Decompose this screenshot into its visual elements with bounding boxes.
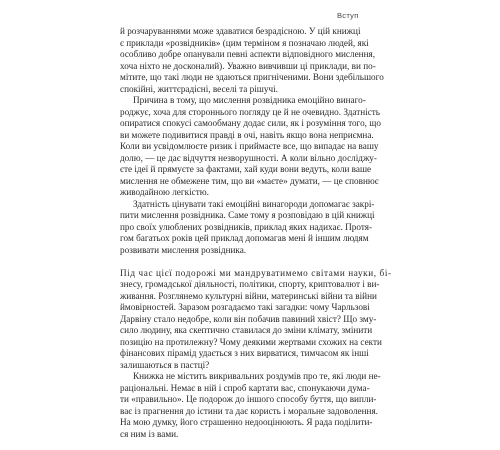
- text-line: позицію на протилежну? Чому деякими жертвами схожих на секти: [120, 336, 382, 347]
- text-line: Здатність цінувати такі емоційні винагороди допомагає закрі-: [133, 198, 375, 209]
- paragraph-2: [120, 95, 400, 199]
- text-line: долю, — це дає відчуття незворушності. А коли вільно досліджу-: [120, 152, 377, 163]
- text-line: ся ним із вами.: [120, 428, 179, 439]
- text-line: мітите, що такі люди не здаються пригніченими. Вони здебільшого: [120, 72, 384, 82]
- text-line: спокійні, життєрадісні, веселі та рішучі.: [120, 83, 278, 94]
- text-line: єте ідеї й прямуєте за фактами, хай куди вони ведуть, коли ваше: [120, 164, 372, 174]
- text-line: Причина в тому, що мислення розвідника емоційно винаго-: [133, 95, 366, 105]
- text-line: залишаються в пастці?: [120, 359, 210, 370]
- text-line: мислення не обмежене тим, що ви «маєте» думати, — це сповнює: [120, 175, 379, 186]
- text-line: фінансових пірамід удається з них вирватися, тимчасом як інші: [120, 348, 369, 358]
- paragraph-1: [120, 26, 400, 95]
- text-line: Дарвіну стало недобре, коли він побачив павиний хвіст? Що зму-: [120, 313, 377, 324]
- running-header: Вступ: [337, 11, 359, 20]
- text-line: гом багатьох років цей приклад допомагав мені й іншим людям: [120, 233, 369, 243]
- text-line: ває із прагнення до істини та дає користь і моральне задоволення.: [120, 405, 378, 416]
- text-line: пити мислення розвідника. Саме тому я розповідаю в цій книжці: [120, 210, 375, 220]
- text-line: розвивати мислення розвідника.: [120, 244, 247, 255]
- paragraph-5: [120, 371, 400, 440]
- text-line: особливо добре опанували певні аспекти відповідного мислення,: [120, 49, 376, 59]
- text-line: про своїх улюблених розвідників, приклад яких надихає. Протя-: [120, 221, 372, 232]
- text-line: Коли ви усвідомлюєте ризик і приймаєте все, що випадає на вашу: [120, 141, 379, 151]
- text-line: Під час цієї подорожі ми мандруватимемо світами науки, бі-: [120, 267, 392, 278]
- paragraph-4: [120, 268, 400, 372]
- paragraph-3: [120, 199, 400, 257]
- text-line: хоча ніхто не досконалий). Уважно вивчивши ці приклади, ви по-: [120, 60, 376, 71]
- text-line: роджує, хоча для стороннього погляду це й не очевидно. Здатність: [120, 106, 380, 117]
- body-text: [120, 26, 400, 440]
- text-line: сило людину, яка скептично ставилася до зміни клімату, змінити: [120, 325, 373, 335]
- text-line: Книжка не містить викривальних роздумів про те, які люди не-: [133, 371, 381, 381]
- text-line: ви можете подивитися правді в очі, навіть якщо вона неприємна.: [120, 129, 374, 140]
- text-line: й розчаруваннями може здаватися безрадісною. У цій книжці: [120, 26, 361, 36]
- text-line: ти «правильно». Це подорож до іншого способу буття, що випли-: [120, 394, 377, 404]
- text-line: опиратися спокусі самообману додає сили, як і розуміння того, що: [120, 118, 381, 128]
- text-line: ймовірностей. Заразом розгадаємо такі загадки: чому Чарльзові: [120, 302, 370, 312]
- text-line: живодайною легкістю.: [120, 187, 209, 197]
- text-line: знесу, громадської діяльності, політики, спорту, криптовалют і ви-: [120, 279, 380, 289]
- text-line: є приклади «розвідників» (цим терміном я позначаю людей, які: [120, 37, 369, 48]
- text-line: раціональні. Немає в ній і спроб картати вас, спонукаючи дума-: [120, 382, 370, 393]
- section-break: [120, 256, 400, 268]
- text-line: живання. Розглянемо культурні війни, материнські війни та війни: [120, 290, 377, 301]
- text-line: На мою думку, його страшенно недооцінюють. Я рада поділити-: [120, 417, 373, 427]
